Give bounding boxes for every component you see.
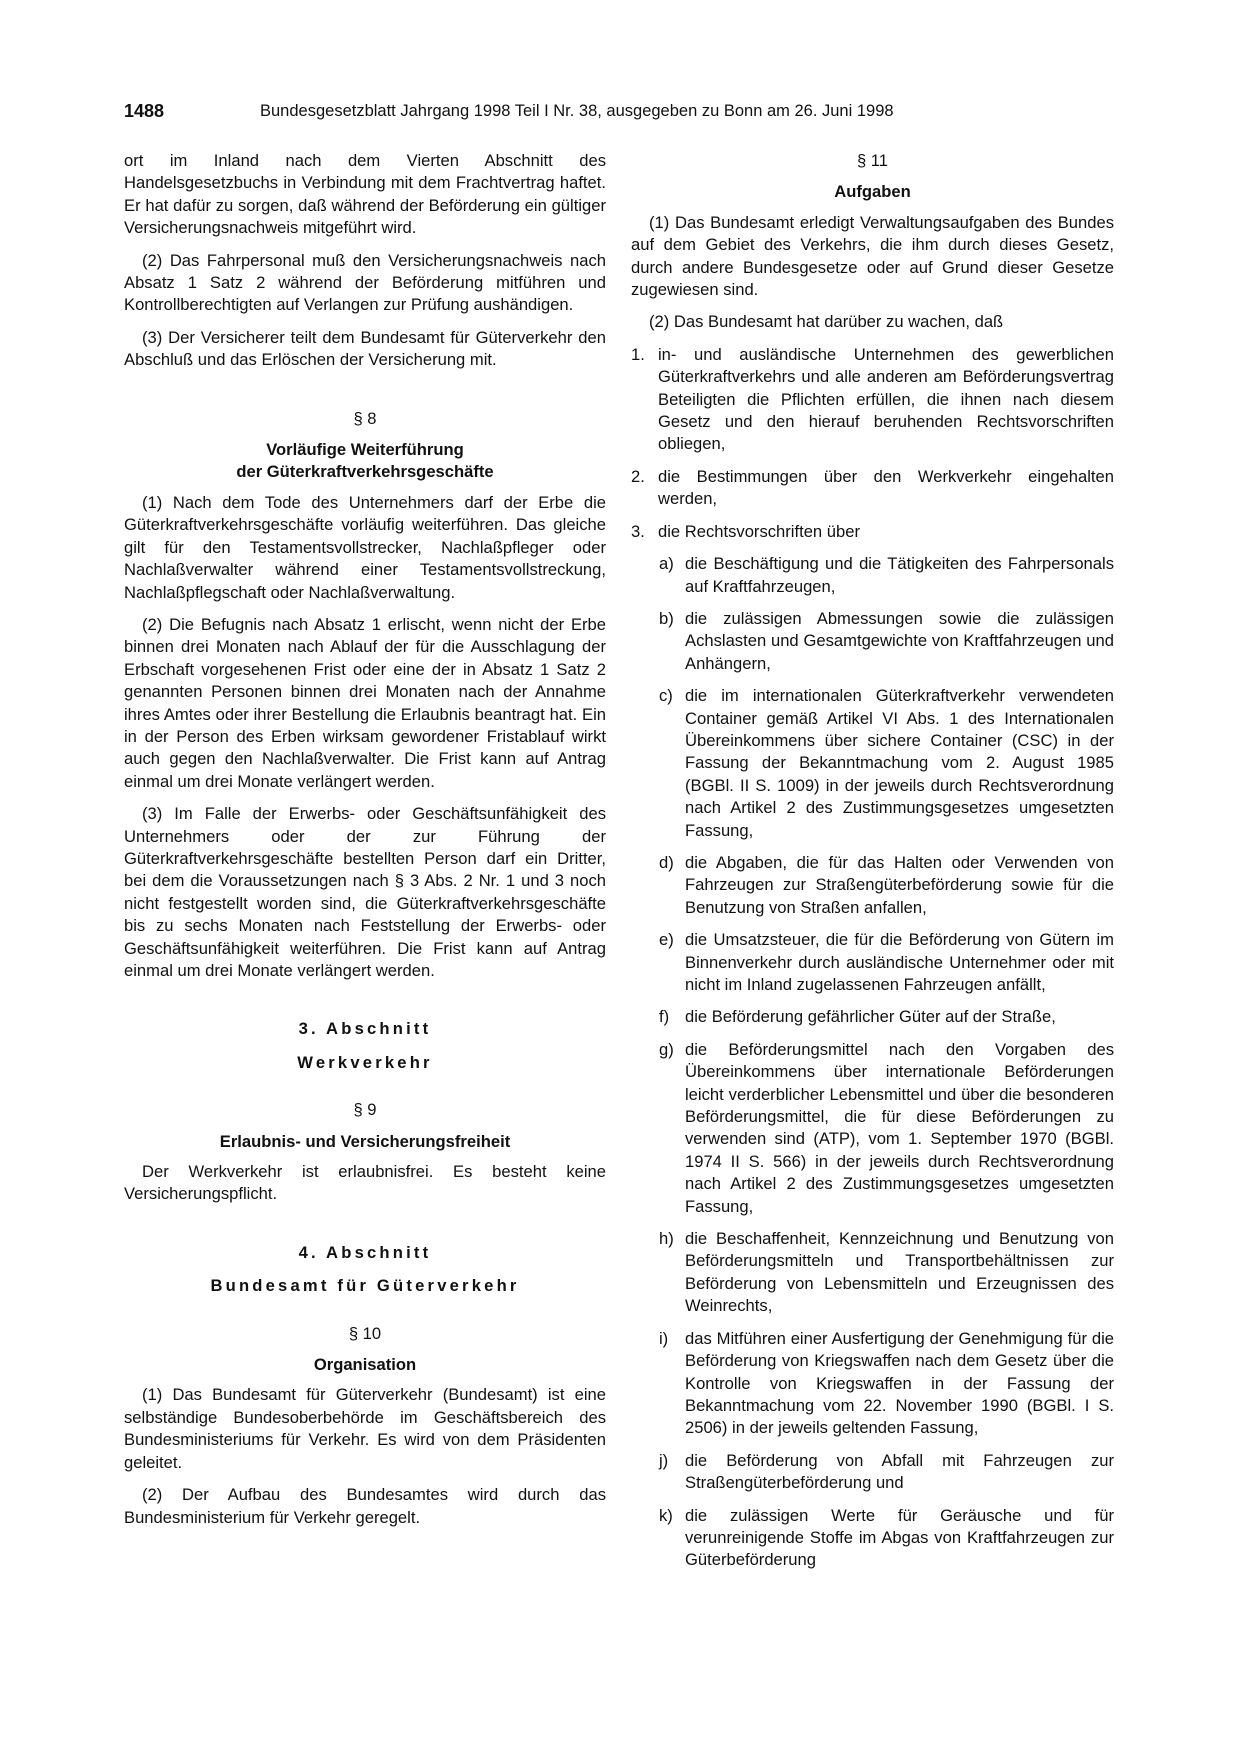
list-item <box>631 466 1114 511</box>
section-heading-line: Vorläufige Weiterführung <box>266 440 464 460</box>
spacer <box>124 992 606 1018</box>
list-marker: d) <box>659 852 674 872</box>
section-number: § 9 <box>353 1100 377 1120</box>
list-item <box>631 852 1114 919</box>
section-heading: Organisation <box>313 1355 417 1375</box>
list-marker: 1. <box>631 344 645 364</box>
paragraph: Der Werkverkehr ist erlaubnisfrei. Es besteht keine Versicherungspflicht. <box>124 1162 606 1204</box>
list-marker: k) <box>659 1505 673 1525</box>
list-item <box>631 608 1114 675</box>
list-item-text: die Rechtsvorschriften über <box>658 521 860 541</box>
list-item <box>631 1039 1114 1218</box>
list-item <box>631 1505 1114 1572</box>
section-number: § 10 <box>348 1323 382 1343</box>
part-title: Werkverkehr <box>297 1052 433 1072</box>
list-item-text: die Beförderung von Abfall mit Fahrzeugen zur Straßengüterbeförderung und <box>685 1450 1114 1493</box>
spacer <box>124 382 606 408</box>
page-number: 1488 <box>124 101 165 121</box>
list-item <box>631 1328 1114 1440</box>
list-item-text: in- und ausländische Unternehmen des gewerblichen Güterkraftverkehrs und alle anderen am Beförderungsvertrag Beteiligten die Pflichten erfüllen, die ihnen nach diesem Gesetz und den hierauf beruhenden Rechtsvorschriften obliegen, <box>658 344 1114 454</box>
spacer <box>124 1216 606 1242</box>
list-item <box>631 344 1114 456</box>
list-marker: f) <box>659 1007 670 1027</box>
paragraph: (1) Das Bundesamt erledigt Verwaltungsaufgaben des Bundes auf dem Gebiet des Verkehrs, die ihm durch dieses Gesetz, durch andere Bundesgesetze oder auf Grund dieser Gesetze zugewiesen sind. <box>631 212 1114 300</box>
list-item-text: die zulässigen Abmessungen sowie die zulässigen Achslasten und Gesamtgewichte von Kraftfahrzeugen und Anhängern, <box>685 608 1114 673</box>
list-item-text: die Beschaffenheit, Kennzeichnung und Benutzung von Beförderungsmitteln und Transportbehältnissen zur Beförderung von Lebensmitteln und Erzeugnissen des Weinrechts, <box>685 1229 1114 1316</box>
list-item-text: die zulässigen Werte für Geräusche und für verunreinigende Stoffe im Abgas von Kraftfahrzeugen zur Güterbeförderung <box>685 1505 1114 1570</box>
list-item <box>631 553 1114 598</box>
paragraph: (2) Das Fahrpersonal muß den Versicherungsnachweis nach Absatz 1 Satz 2 während der Beförderung mitführen und Kontrollberechtigten auf Verlangen zur Prüfung aushändigen. <box>124 250 606 315</box>
list-marker: a) <box>659 554 674 574</box>
paragraph: (3) Der Versicherer teilt dem Bundesamt für Güterverkehr den Abschluß und das Erlöschen der Versicherung mit. <box>124 327 606 370</box>
section-number: § 8 <box>353 408 377 428</box>
list-marker: b) <box>659 608 674 628</box>
section-heading: Aufgaben <box>834 182 911 202</box>
list-item <box>631 1006 1114 1028</box>
list-item <box>631 1450 1114 1495</box>
section-heading <box>124 439 606 484</box>
list-item <box>631 1228 1114 1318</box>
paragraph: (2) Das Bundesamt hat darüber zu wachen, daß <box>649 312 1004 332</box>
list-item-text: die Beförderungsmittel nach den Vorgaben des Übereinkommens über internationale Beförderungen leicht verderblicher Lebensmittel und über die besonderen Beförderungsmittel, die für diese Beförderungen zu verwenden sind (ATP), vom 1. September 1970 (BGBl. 1974 II S. 566) in der jeweils durch Rechtsverordnung nach Artikel 2 des Zustimmungsgesetzes umgesetzten Fassung, <box>685 1039 1114 1216</box>
list-marker: h) <box>659 1229 674 1249</box>
paragraph: (1) Das Bundesamt für Güterverkehr (Bundesamt) ist eine selbständige Bundesoberbehörde im Geschäftsbereich des Bundesministeriums für Verkehr. Es wird von dem Präsidenten geleitet. <box>124 1385 606 1472</box>
paragraph: (1) Nach dem Tode des Unternehmers darf der Erbe die Güterkraftverkehrsgeschäfte vorläufig weiterführen. Das gleiche gilt für den Testamentsvollstrecker, Nachlaßpfleger oder Nachlaßverwalter während einer Testamentsvollstreckung, Nachlaßpflegschaft oder Nachlaßverwaltung. <box>124 492 606 602</box>
list-marker: i) <box>659 1328 669 1348</box>
page-header <box>124 101 984 125</box>
list-marker: c) <box>659 686 673 706</box>
part-label: 4. Abschnitt <box>298 1242 432 1262</box>
paragraph: ort im Inland nach dem Vierten Abschnitt des Handelsgesetzbuchs in Verbindung mit dem Frachtvertrag haftet. Er hat dafür zu sorgen, daß während der Beförderung ein gültiger Versicherungsnachweis mitgeführt wird. <box>124 151 606 238</box>
list-item-text: die Abgaben, die für das Halten oder Verwenden von Fahrzeugen zur Straßengüterbeförderung sowie für die Benutzung von Straßen anfallen, <box>685 852 1114 917</box>
part-label: 3. Abschnitt <box>298 1019 432 1039</box>
list-item <box>631 929 1114 996</box>
spacer <box>124 1309 606 1323</box>
list-item <box>631 521 1114 543</box>
list-item-text: die Bestimmungen über den Werkverkehr eingehalten werden, <box>658 466 1114 509</box>
list-marker: e) <box>659 930 674 950</box>
paragraph: (3) Im Falle der Erwerbs- oder Geschäftsunfähigkeit des Unternehmers oder der zur Führung der Güterkraftverkehrsgeschäfte bestellten Person darf ein Dritter, bei dem die Voraussetzungen nach § 3 Abs. 2 Nr. 1 und 3 noch nicht festgestellt worden sind, die Güterkraftverkehrsgeschäfte bis zu sechs Monaten nach Feststellung der Erwerbs- oder Geschäftsunfähigkeit weiterführen. Die Frist kann auf Antrag einmal um drei Monate verlängert werden. <box>124 804 606 980</box>
part-title: Bundesamt für Güterverkehr <box>210 1276 520 1296</box>
list-item <box>631 685 1114 842</box>
list-marker: 3. <box>631 521 645 541</box>
paragraph: (2) Die Befugnis nach Absatz 1 erlischt, wenn nicht der Erbe binnen drei Monaten nach Ablauf der für die Ausschlagung der Erbschaft vorgesehenen Frist oder eine der in Absatz 1 Satz 2 genannten Personen binnen drei Monaten nach der Annahme ihres Amtes oder ihrer Bestellung die Erlaubnis beantragt hat. Ein in der Person des Erben wirksam gewordener Fristablauf wirkt auch gegen den Nachlaßverwalter. Die Frist kann auf Antrag einmal um drei Monate verlängert werden. <box>124 614 606 791</box>
numbered-list <box>631 344 1114 543</box>
list-item-text: die Beschäftigung und die Tätigkeiten des Fahrpersonals auf Kraftfahrzeugen, <box>685 554 1114 596</box>
list-marker: 2. <box>631 466 645 486</box>
section-heading-line: der Güterkraftverkehrsgeschäfte <box>236 462 494 482</box>
paragraph: (2) Der Aufbau des Bundesamtes wird durch das Bundesministerium für Verkehr geregelt. <box>124 1485 606 1527</box>
list-item-text: die im internationalen Güterkraftverkehr verwendeten Container gemäß Artikel VI Abs. 1 des Internationalen Übereinkommens über sichere Container (CSC) in der Fassung der Bekanntmachung vom 2. August 1985 (BGBl. II S. 1009) in der jeweils durch Rechtsverordnung nach Artikel 2 des Zustimmungsgesetzes umgesetzten Fassung, <box>685 686 1114 840</box>
section-number: § 11 <box>856 151 889 170</box>
list-item-text: das Mitführen einer Ausfertigung der Genehmigung für die Beförderung von Kriegswaffen nach dem Gesetz über die Kontrolle von Kriegswaffen in der Fassung der Bekanntmachung vom 22. November 1990 (BGBl. I S. 2506) in der jeweils geltenden Fassung, <box>685 1328 1114 1438</box>
list-item-text: die Umsatzsteuer, die für die Beförderung von Gütern im Binnenverkehr durch ausländische Unternehmer oder mit nicht im Inland zugelassenen Fahrzeugen anfällt, <box>685 930 1114 994</box>
spacer <box>124 1085 606 1099</box>
list-marker: g) <box>659 1039 674 1059</box>
lettered-list <box>631 553 1114 1572</box>
list-marker: j) <box>659 1450 669 1470</box>
running-head: Bundesgesetzblatt Jahrgang 1998 Teil I Nr. 38, ausgegeben zu Bonn am 26. Juni 1998 <box>260 102 894 120</box>
left-column <box>124 150 606 1539</box>
right-column <box>631 150 1114 1582</box>
list-item-text: die Beförderung gefährlicher Güter auf der Straße, <box>685 1007 1056 1027</box>
section-heading: Erlaubnis- und Versicherungsfreiheit <box>219 1131 511 1151</box>
